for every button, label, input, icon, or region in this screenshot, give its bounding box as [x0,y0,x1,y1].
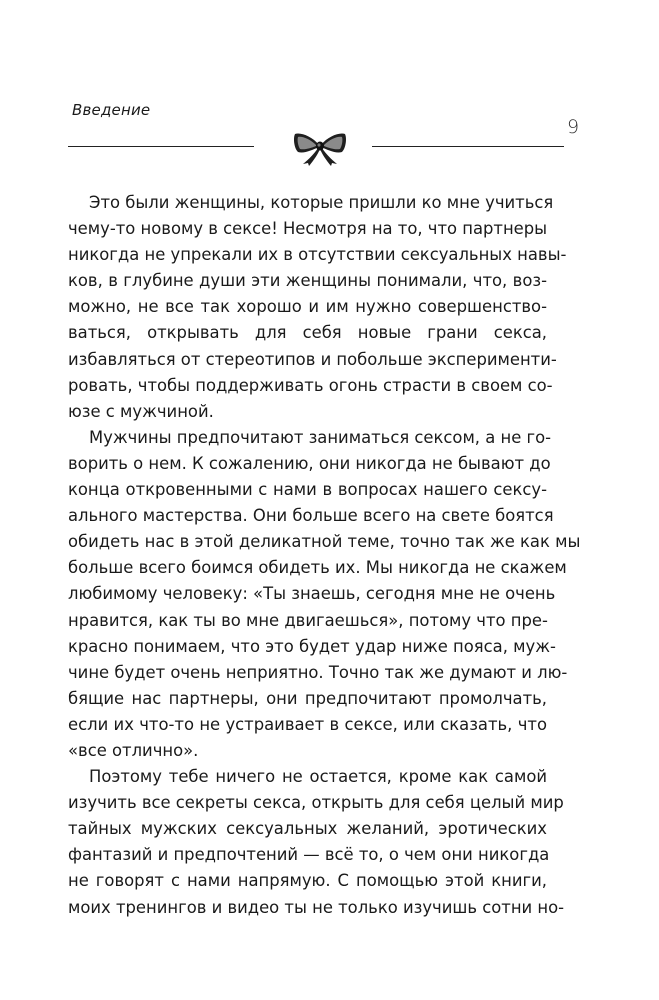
text-line: красно понимаем, что это будет удар ниже пояса, муж- [68,636,556,656]
bow-icon [292,128,348,166]
text-line: юзе с мужчиной. [68,401,214,421]
body-text [68,190,581,921]
header-rule-right [372,146,564,147]
text-line: избавляться от стереотипов и побольше эксперименти- [68,349,557,369]
text-line: нравится, как ты во мне двигаешься», потому что пре- [68,610,548,630]
header-rule-left [68,146,254,147]
text-line: больше всего боимся обидеть их. Мы никогда не скажем [68,558,567,578]
text-line: «все отлично». [68,740,199,760]
text-line: ального мастерства. Они больше всего на свете боятся [68,506,554,526]
text-line: фантазий и предпочтений — всё то, о чем они никогда [68,845,550,865]
text-line: ваться, открывать для себя новые грани секса, [68,323,547,343]
text-line: Поэтому тебе ничего не остается, кроме как самой [89,767,547,787]
text-line: ровать, чтобы поддерживать огонь страсти в своем со- [68,375,553,395]
text-line: Это были женщины, которые пришли ко мне учиться [89,193,554,212]
text-line: ворить о нем. К сожалению, они никогда не бывают до [68,453,551,473]
text-line: никогда не упрекали их в отсутствии сексуальных навы- [68,245,567,265]
running-head: Введение [72,101,151,119]
page-number: 9 [567,116,580,138]
text-line: ков, в глубине души эти женщины понимали, что, воз- [68,271,547,291]
text-line: бящие нас партнеры, они предпочитают промолчать, [68,688,547,708]
text-line: можно, не все так хорошо и им нужно совершенство- [68,297,547,317]
text-line: любимому человеку: «Ты знаешь, сегодня мне не очень [68,584,556,604]
text-line: если их что-то не устраивает в сексе, или сказать, что [68,714,547,734]
text-line: чему-то новому в сексе! Несмотря на то, что партнеры [68,219,548,239]
text-line: чине будет очень неприятно. Точно так же думают и лю- [68,662,568,682]
text-line: тайных мужских сексуальных желаний, эротических [68,819,547,839]
text-line: конца откровенными с нами в вопросах нашего сексу- [68,480,547,500]
text-line: Мужчины предпочитают заниматься сексом, а не го- [89,427,552,447]
text-line: изучить все секреты секса, открыть для себя целый мир [68,793,564,813]
text-line: обидеть нас в этой деликатной теме, точно так же как мы [68,532,581,552]
text-line: моих тренингов и видео ты не только изучишь сотни но- [68,897,565,917]
text-line: не говорят с нами напрямую. С помощью этой книги, [68,871,547,891]
